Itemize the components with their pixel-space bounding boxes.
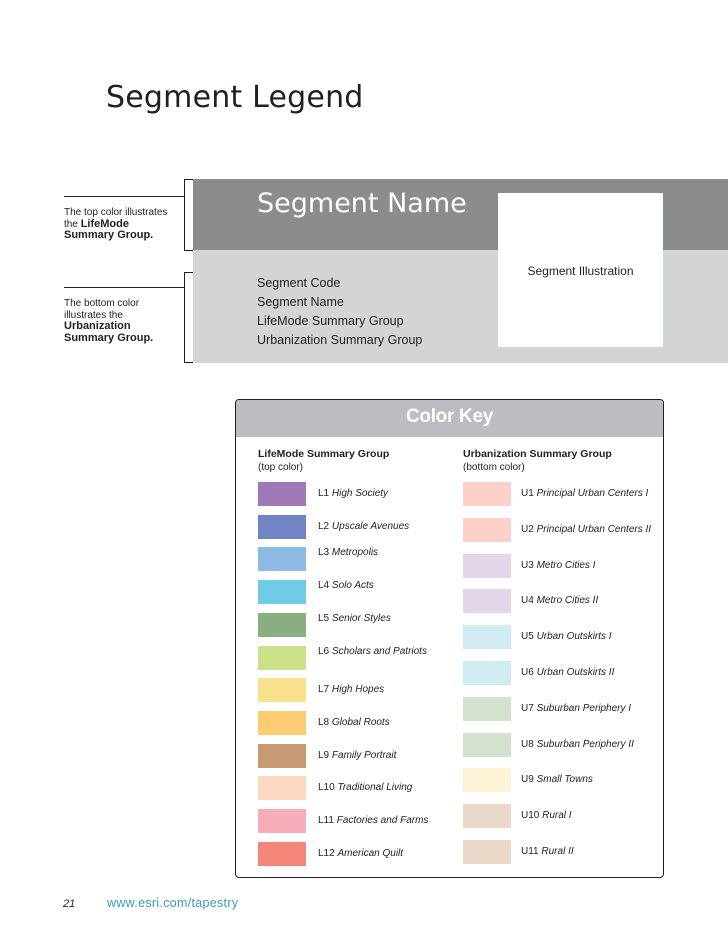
lifemode-swatch-l11 [258,809,306,833]
lifemode-swatch-l3 [258,547,306,571]
lifemode-label-l4: L4 Solo Acts [318,580,374,592]
lifemode-swatch-l10 [258,776,306,800]
lifemode-swatch-l7 [258,678,306,702]
urbanization-label-u3: U3 Metro Cities I [521,559,596,571]
lifemode-swatch-l4 [258,580,306,604]
urbanization-label-u5: U5 Urban Outskirts I [521,631,612,643]
lifemode-label-l1: L1 High Society [318,488,389,499]
top-note-rule [64,196,184,197]
bottom-color-note: The bottom color illustrates the Urbanization Summary Group. [64,298,154,344]
urbanization-swatch-u6 [463,661,511,685]
segment-name-line: Segment Name [257,295,344,309]
urbanization-swatch-u4 [463,589,511,613]
urbanization-label-u8: U8 Suburban Periphery II [521,738,634,750]
urbanization-label-u10: U10 Rural I [521,810,572,822]
bottom-note-rule [64,287,184,288]
segment-name-heading: Segment Name [257,188,467,219]
lifemode-label-l2: L2 Upscale Avenues [318,520,410,532]
bottom-bracket-bottom [184,362,193,363]
lifemode-swatch-l6 [258,646,306,670]
urbanization-swatch-u9 [463,768,511,792]
lifemode-column-subheading: (top color) [258,462,304,473]
lifemode-swatch-l12 [258,842,306,866]
urbanization-swatch-u11 [463,840,511,864]
lifemode-label-l9: L9 Family Portrait [318,749,397,761]
urbanization-label-u4: U4 Metro Cities II [521,595,599,607]
urbanization-swatch-u8 [463,733,511,757]
urbanization-column-heading: Urbanization Summary Group [463,448,612,460]
urbanization-group-line: Urbanization Summary Group [257,333,423,347]
top-bracket-side [184,179,185,250]
page-title: Segment Legend [106,80,364,115]
lifemode-swatch-l1 [258,482,306,506]
lifemode-label-l12: L12 American Quilt [318,847,404,859]
urbanization-label-u7: U7 Suburban Periphery I [521,702,632,714]
urbanization-label-u1: U1 Principal Urban Centers I [521,488,649,499]
lifemode-swatch-l9 [258,744,306,768]
top-color-note: The top color illustrates the LifeMode Summary Group. [64,207,168,241]
lifemode-swatch-l2 [258,515,306,539]
lifemode-label-l7: L7 High Hopes [318,684,385,696]
urbanization-label-u6: U6 Urban Outskirts II [521,667,615,678]
segment-code-line: Segment Code [257,276,341,290]
color-key-title: Color Key [405,406,494,427]
color-key-panel [235,399,664,878]
urbanization-swatch-u2 [463,518,511,542]
urbanization-swatch-u1 [463,482,511,506]
urbanization-swatch-u5 [463,625,511,649]
lifemode-column-heading: LifeMode Summary Group [258,448,390,460]
lifemode-label-l11: L11 Factories and Farms [318,815,429,826]
urbanization-label-u9: U9 Small Towns [521,774,593,786]
bottom-bracket-top [184,272,193,273]
lifemode-label-l5: L5 Senior Styles [318,612,391,624]
lifemode-group-line: LifeMode Summary Group [257,314,404,328]
urbanization-swatch-u3 [463,554,511,578]
lifemode-label-l10: L10 Traditional Living [318,782,413,794]
top-bracket-top [184,179,193,180]
segment-illustration-label: Segment Illustration [527,264,634,278]
bottom-bracket-side [184,272,185,363]
lifemode-label-l6: L6 Scholars and Patriots [318,645,427,657]
lifemode-swatch-l8 [258,711,306,735]
lifemode-label-l8: L8 Global Roots [318,716,390,728]
urbanization-column-subheading: (bottom color) [463,462,525,473]
page-number: 21 [63,898,76,910]
lifemode-label-l3: L3 Metropolis [318,547,379,559]
urbanization-swatch-u10 [463,804,511,828]
urbanization-label-u11: U11 Rural II [521,846,574,857]
top-bracket-bottom [184,250,193,251]
urbanization-label-u2: U2 Principal Urban Centers II [521,523,652,535]
footer-link[interactable]: www.esri.com/tapestry [107,896,239,910]
lifemode-swatch-l5 [258,613,306,637]
urbanization-swatch-u7 [463,697,511,721]
